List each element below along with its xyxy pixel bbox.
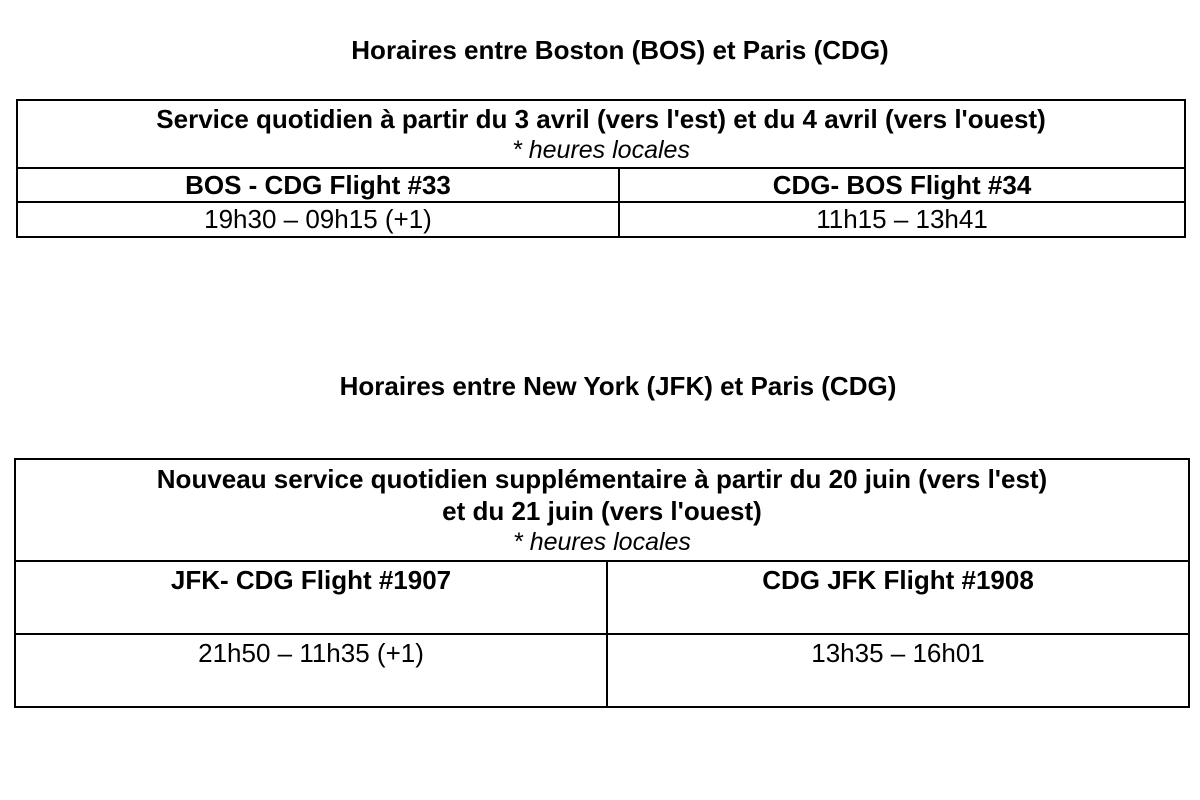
jfk-schedule-table (14, 458, 1190, 708)
bos-schedule-table (16, 99, 1186, 238)
jfk-section-title: Horaires entre New York (JFK) et Paris (CDG) (339, 371, 897, 401)
bos-outbound-flight-time: 19h30 – 09h15 (+1) (17, 202, 619, 237)
bos-service-description: Service quotidien à partir du 3 avril (vers l'est) et du 4 avril (vers l'ouest) (156, 104, 1046, 134)
jfk-outbound-flight-time: 21h50 – 11h35 (+1) (15, 634, 607, 707)
bos-local-time-note: * heures locales (512, 136, 690, 164)
table-row (17, 100, 1185, 168)
table-row (15, 459, 1189, 561)
bos-return-flight-time: 11h15 – 13h41 (619, 202, 1185, 237)
bos-return-flight-header: CDG- BOS Flight #34 (619, 168, 1185, 202)
table-row (17, 202, 1185, 237)
jfk-service-description-line2: et du 21 juin (vers l'ouest) (442, 496, 762, 526)
jfk-service-description-line1: Nouveau service quotidien supplémentaire à partir du 20 juin (vers l'est) (156, 464, 1048, 494)
table-row (15, 561, 1189, 634)
table-row (15, 634, 1189, 707)
jfk-return-flight-header: CDG JFK Flight #1908 (607, 561, 1189, 634)
jfk-return-flight-time: 13h35 – 16h01 (607, 634, 1189, 707)
table-row (17, 168, 1185, 202)
jfk-service-banner (15, 459, 1189, 561)
bos-section-title: Horaires entre Boston (BOS) et Paris (CDG) (351, 35, 889, 65)
bos-service-banner (17, 100, 1185, 168)
bos-outbound-flight-header: BOS - CDG Flight #33 (17, 168, 619, 202)
jfk-local-time-note: * heures locales (513, 528, 691, 556)
jfk-outbound-flight-header: JFK- CDG Flight #1907 (15, 561, 607, 634)
